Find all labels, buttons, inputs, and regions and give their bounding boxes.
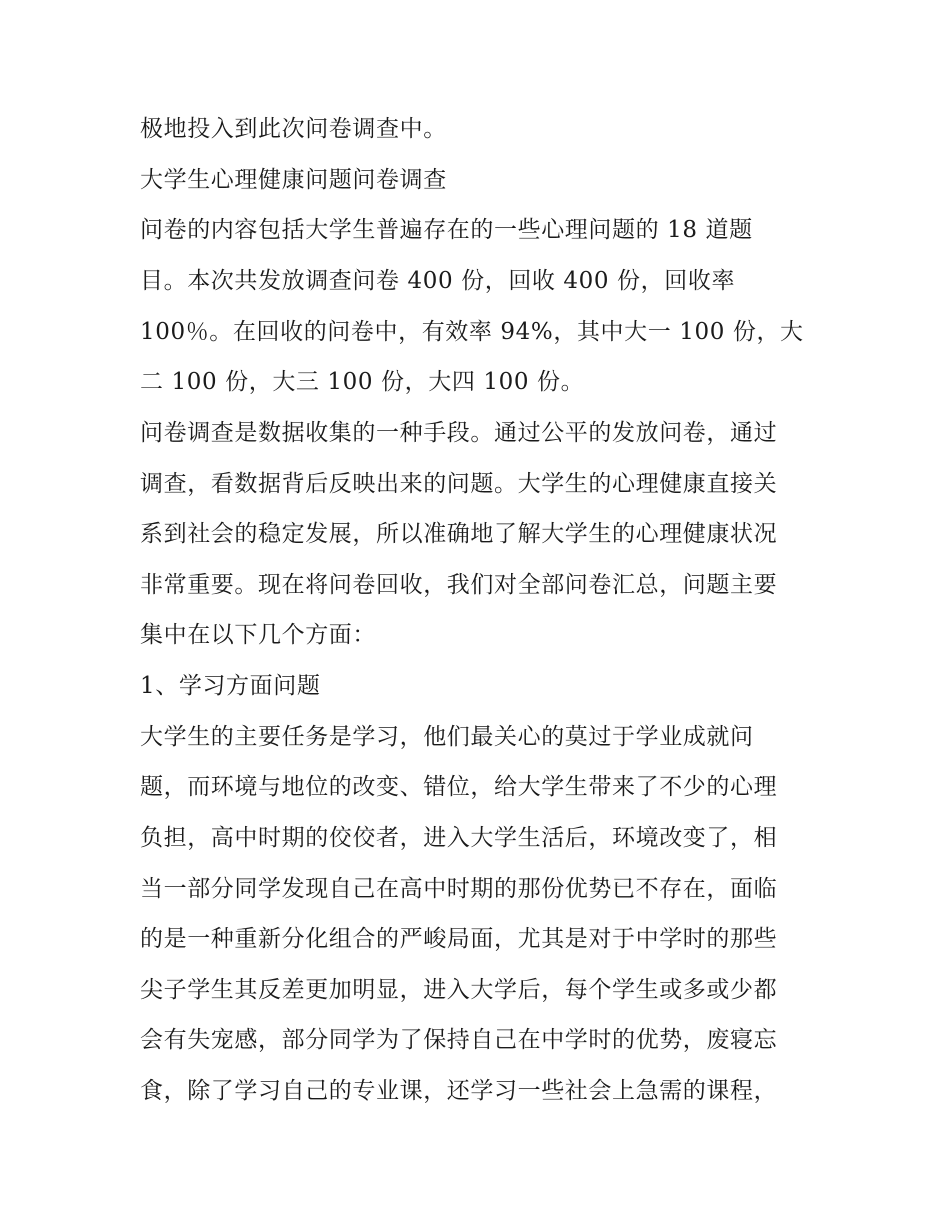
text-line-intro-end: 极地投入到此次问卷调查中。: [140, 116, 447, 142]
text-line: 目。本次共发放调查问卷 400 份，回收 400 份，回收率: [140, 268, 736, 294]
text-line: 集中在以下几个方面：: [140, 622, 376, 648]
text-line: 系到社会的稳定发展，所以准确地了解大学生的心理健康状况: [140, 521, 778, 547]
text-line: 调查，看数据背后反映出来的问题。大学生的心理健康直接关: [140, 471, 778, 497]
text-line: 问卷调查是数据收集的一种手段。通过公平的发放问卷，通过: [140, 420, 778, 446]
text-line: 负担，高中时期的佼佼者，进入大学生活后，环境改变了，相: [140, 825, 778, 851]
text-line: 当一部分同学发现自己在高中时期的那份优势已不存在，面临: [140, 876, 778, 902]
text-line: 题，而环境与地位的改变、错位，给大学生带来了不少的心理: [140, 774, 778, 800]
text-line: 问卷的内容包括大学生普遍存在的一些心理问题的 18 道题: [140, 217, 753, 243]
text-line: 会有失宠感，部分同学为了保持自己在中学时的优势，废寝忘: [140, 1027, 778, 1053]
section-heading-survey: 大学生心理健康问题问卷调查: [140, 167, 447, 193]
text-line: 100％。在回收的问卷中，有效率 94%，其中大一 100 份，大: [140, 319, 804, 345]
text-line: 的是一种重新分化组合的严峻局面，尤其是对于中学时的那些: [140, 926, 778, 952]
text-line: 尖子学生其反差更加明显，进入大学后，每个学生或多或少都: [140, 977, 778, 1003]
text-line: 非常重要。现在将问卷回收，我们对全部问卷汇总，问题主要: [140, 572, 778, 598]
text-line: 大学生的主要任务是学习，他们最关心的莫过于学业成就问: [140, 724, 754, 750]
text-line: 食，除了学习自己的专业课，还学习一些社会上急需的课程，: [140, 1078, 778, 1104]
section-heading-study: 1、学习方面问题: [140, 673, 321, 699]
text-line: 二 100 份，大三 100 份，大四 100 份。: [140, 369, 585, 395]
